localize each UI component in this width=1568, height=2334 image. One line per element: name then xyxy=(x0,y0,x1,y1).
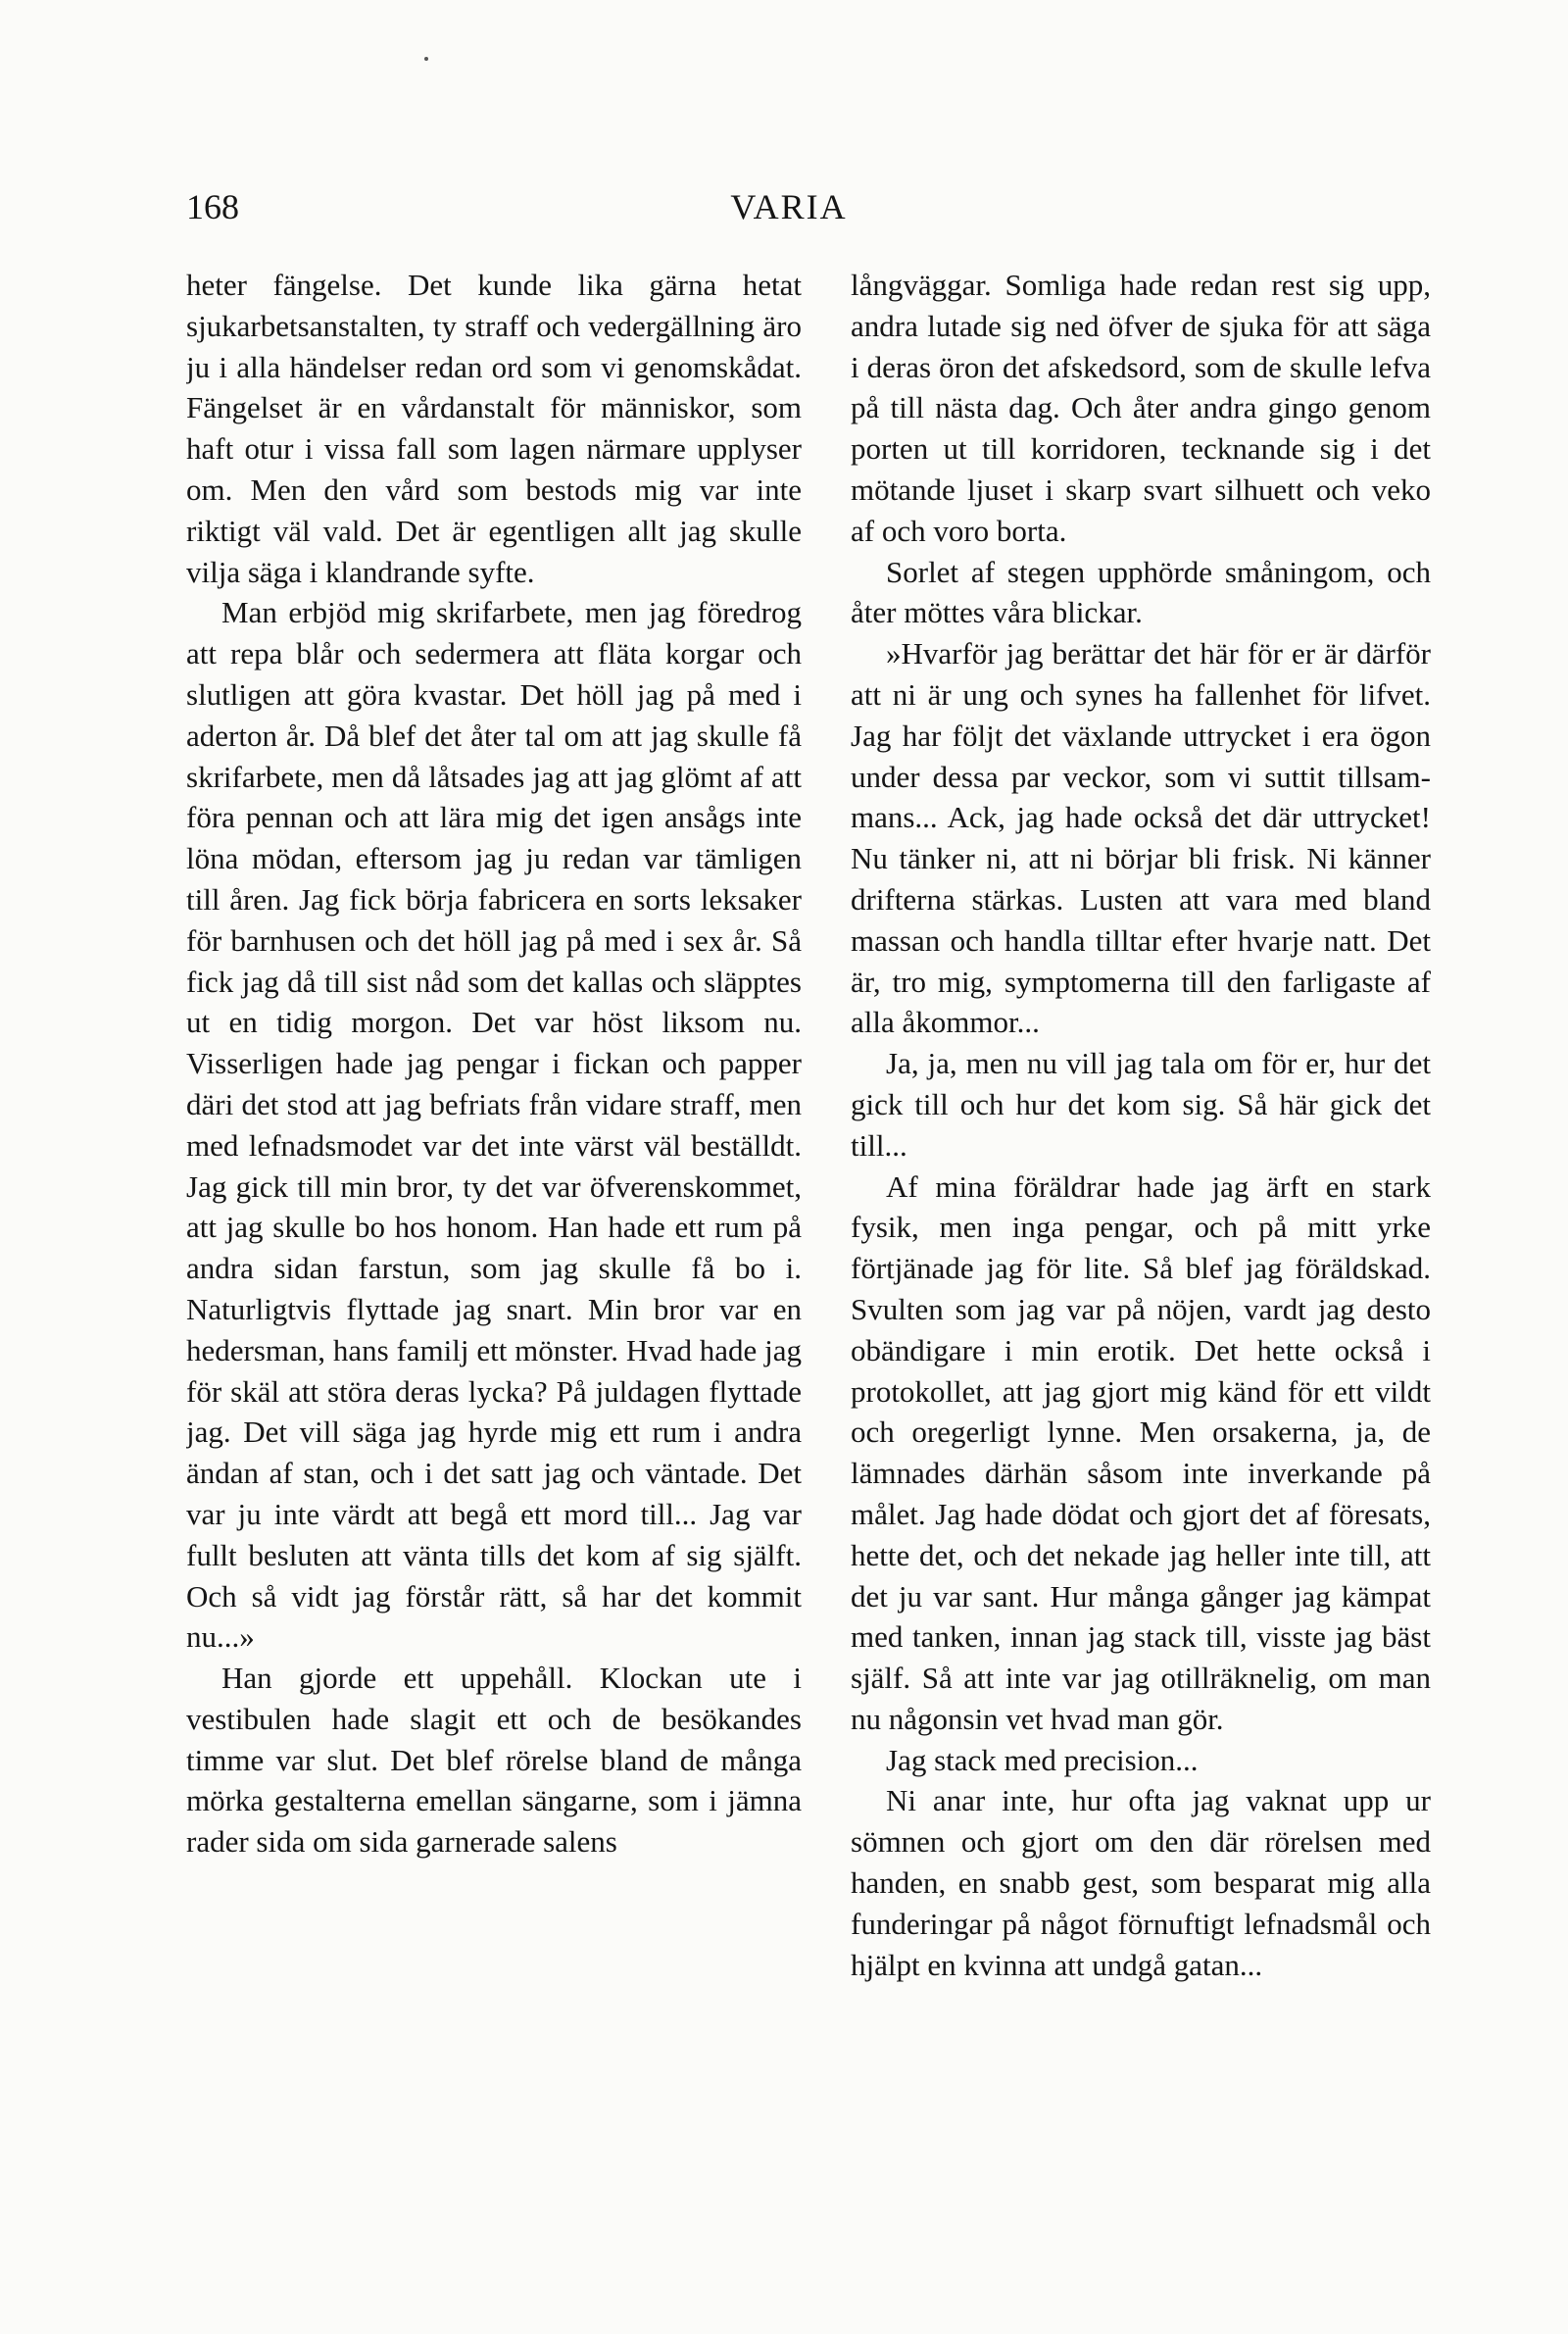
print-speck xyxy=(424,57,428,61)
paragraph: Man erbjöd mig skrifarbete, men jag föredrog att repa blår och sedermera att fläta korgar och slutligen att göra kvastar. Det höll jag på med i aderton år. Då blef det åter tal om att jag skulle få skrifarbete, men då låtsades jag att jag glömt af att föra pennan och att lära mig det igen ansågs inte löna mödan, eftersom jag ju redan var tämligen till åren. Jag fick börja fabricera en sorts leksaker för barnhusen och det höll jag på med i sex år. Så fick jag då till sist nåd som det kallas och släpptes ut en tidig morgon. Det var höst liksom nu. Visserligen hade jag pengar i fickan och papper däri det stod att jag befriats från vidare straff, men med lefnadsmodet var det inte värst väl beställdt. Jag gick till min bror, ty det var öfverenskommet, att jag skulle bo hos honom. Han hade ett rum på andra sidan farstun, som jag skulle få bo i. Naturligtvis flyttade jag snart. Min bror var en hedersman, hans familj ett mönster. Hvad hade jag för skäl att störa deras lycka? På juldagen flyttade jag. Det vill säga jag hyrde mig ett rum i andra ändan af stan, och i det satt jag och väntade. Det var ju inte värdt att begå ett mord till... Jag var fullt besluten att vänta tills det kom af sig själft. Och så vidt jag förstår rätt, så har det kommit nu...» xyxy=(186,595,802,1655)
paragraph: »Hvarför jag berättar det här för er är därför att ni är ung och synes ha fallenhet för lifvet. Jag har följt det växlande uttrycket i era ögon under dessa par veckor, som vi suttit tillsammans... Ack, jag hade också det där uttrycket! Nu tänker ni, att ni börjar bli frisk. Ni känner drifterna stärkas. Lusten att vara med bland massan och handla tilltar efter hvarje natt. Det är, tro mig, symptomerna till den farligaste af alla åkommor... xyxy=(851,636,1431,1040)
page-header xyxy=(186,186,1392,235)
right-text-column xyxy=(851,265,1431,2313)
page-number: 168 xyxy=(186,187,239,226)
paragraph: Ni anar inte, hur ofta jag vaknat upp ur sömnen och gjort om den där rörelsen med handen, en snabb gest, som besparat mig alla funderingar på något förnuftigt lefnadsmål och hjälpt en kvinna att undgå gatan... xyxy=(851,1783,1431,1982)
paragraph: långväggar. Somliga hade redan rest sig upp, andra lutade sig ned öfver de sjuka för att säga i deras öron det afskedsord, som de skulle lefva på till nästa dag. Och åter andra gingo genom porten ut till korridoren, tecknande sig i det mötande ljuset i skarp svart silhuett och veko af och voro borta. xyxy=(851,268,1431,548)
paragraph: Jag stack med precision... xyxy=(886,1742,1199,1777)
running-head: VARIA xyxy=(730,187,848,226)
paragraph: Af mina föräldrar hade jag ärft en stark fysik, men inga pengar, och på mitt yrke förtjänade jag för lite. Så blef jag föräldskad. Svulten som jag var på nöjen, vardt jag desto obändigare i min erotik. Det hette också i protokollet, att jag gjort mig känd för ett vildt och oregerligt lynne. Men orsakerna, ja, de lämnades därhän såsom inte inverkande på målet. Jag hade dödat och gjort det af föresats, hette det, och det nekade jag heller inte till, att det ju var sant. Hur många gånger jag kämpat med tanken, innan jag stack till, visste jag bäst själf. Så att inte var jag otillräknelig, om man nu någonsin vet hvad man gör. xyxy=(851,1168,1431,1736)
left-text-column xyxy=(186,265,802,2313)
paragraph: heter fängelse. Det kunde lika gärna hetat sjukarbetsanstalten, ty straff och vedergällning äro ju i alla händelser redan ord som vi genomskådat. Fängelset är en vårdanstalt för människor, som haft otur i vissa fall som lagen närmare upplyser om. Men den vård som bestods mig var inte riktigt väl vald. Det är egentligen allt jag skulle vilja säga i klandrande syfte. xyxy=(186,268,802,589)
paragraph: Sorlet af stegen upphörde småningom, och åter möttes våra blickar. xyxy=(851,554,1431,630)
paragraph: Han gjorde ett uppehåll. Klockan ute i vestibulen hade slagit ett och de besökandes timme var slut. Det blef rörelse bland de många mörka gestalterna emellan sängarne, som i jämna rader sida om sida garnerade salens xyxy=(186,1661,802,1860)
paragraph: Ja, ja, men nu vill jag tala om för er, hur det gick till och hur det kom sig. Så här gick det till... xyxy=(851,1046,1431,1163)
